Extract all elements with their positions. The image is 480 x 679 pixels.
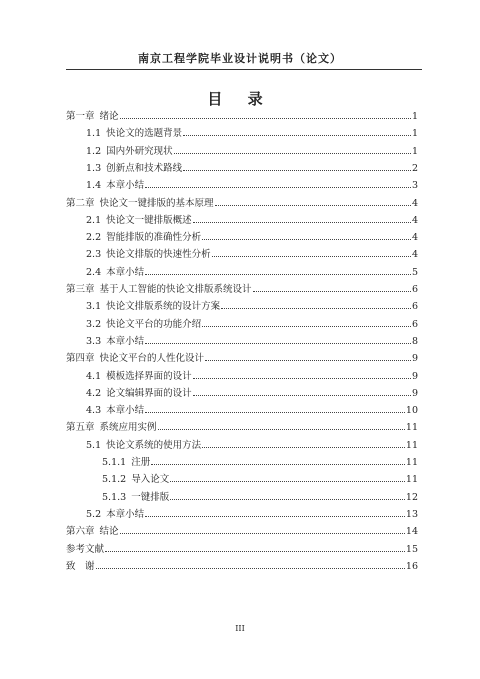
toc-entry-title: 创新点和技术路线 <box>106 162 183 174</box>
toc-dot-leader <box>120 118 411 119</box>
toc-entry-number: 5.1 <box>86 439 102 451</box>
toc-entry-number: 2.4 <box>86 266 102 278</box>
toc-entry-page: 9 <box>411 353 418 365</box>
toc-dot-leader <box>215 205 411 206</box>
toc-entry-number: 3.3 <box>86 335 102 347</box>
toc-entry-page: 16 <box>405 560 418 572</box>
toc-entry-number: 3.1 <box>86 301 102 313</box>
toc-entry-number: 4.1 <box>86 370 102 382</box>
toc-entry[interactable] <box>66 525 418 539</box>
toc-entry-number: 第三章 <box>66 284 95 295</box>
toc-entry-number: 5.1.3 <box>102 491 127 503</box>
toc-entry-number: 1.3 <box>86 162 102 174</box>
toc-entry-page: 10 <box>405 405 418 417</box>
toc-entry-title: 系统应用实例 <box>99 422 157 434</box>
toc-entry-page: 4 <box>411 249 418 261</box>
toc-entry-page: 4 <box>411 197 418 209</box>
toc-entry[interactable] <box>66 110 418 124</box>
page-header: 南京工程学院毕业设计说明书（论文） <box>138 52 342 65</box>
toc-entry-page: 4 <box>411 232 418 244</box>
toc-entry[interactable] <box>86 387 418 401</box>
toc-entry[interactable] <box>86 127 418 141</box>
toc-entry-page: 2 <box>411 162 418 174</box>
toc-entry-title: 快论文排版系统的设计方案 <box>106 301 221 313</box>
toc-entry-title: 智能排版的准确性分析 <box>106 232 202 244</box>
toc-dot-leader <box>202 239 411 240</box>
toc-entry-title: 国内外研究现状 <box>106 145 173 157</box>
toc-entry-page: 13 <box>405 508 418 520</box>
toc-entry-page: 12 <box>405 491 418 503</box>
toc-dot-leader <box>145 187 411 188</box>
toc-entry-title: 导入论文 <box>131 474 170 486</box>
toc-entry-page: 9 <box>411 387 418 399</box>
toc-title: 目 录 <box>207 90 273 108</box>
toc-dot-leader <box>105 551 405 552</box>
toc-entry[interactable] <box>66 560 418 574</box>
toc-entry-title: 快论文的选题背景 <box>106 128 183 140</box>
toc-entry-title: 结论 <box>99 526 119 538</box>
toc-entry-page: 15 <box>405 543 418 555</box>
toc-entry[interactable] <box>86 370 418 384</box>
toc-entry[interactable] <box>86 439 418 453</box>
toc-entry[interactable] <box>86 214 418 228</box>
toc-entry-number: 2.2 <box>86 232 102 244</box>
toc-entry-title: 快论文平台的人性化设计 <box>99 353 205 365</box>
toc-entry[interactable] <box>86 231 418 245</box>
toc-entry-title: 基于人工智能的快论文排版系统设计 <box>99 284 252 295</box>
toc-entry[interactable] <box>102 473 418 487</box>
toc-entry-page: 1 <box>411 145 418 157</box>
toc-dot-leader <box>158 429 405 430</box>
toc-entry-title: 快论文系统的使用方法 <box>106 439 202 451</box>
toc-entry-page: 6 <box>411 318 418 330</box>
toc-entry-title: 本章小结 <box>106 335 145 347</box>
toc-dot-leader <box>253 291 411 292</box>
toc-entry-number: 2.1 <box>86 214 102 226</box>
toc-entry-number: 2.3 <box>86 249 102 261</box>
toc-entry-number: 第二章 <box>66 197 95 209</box>
toc-entry[interactable] <box>102 456 418 470</box>
toc-entry[interactable] <box>86 335 418 349</box>
toc-dot-leader <box>193 222 411 223</box>
header-rule <box>66 69 422 70</box>
toc-entry-title: 本章小结 <box>106 508 145 520</box>
toc-entry-number: 5.1.1 <box>102 457 127 468</box>
toc-entry-title: 注册 <box>131 457 151 468</box>
toc-dot-leader <box>120 533 405 534</box>
toc-entry[interactable] <box>86 162 418 176</box>
toc-dot-leader <box>174 153 411 154</box>
toc-entry-title: 绪论 <box>99 111 119 122</box>
toc-entry-page: 5 <box>411 266 418 278</box>
toc-entry[interactable] <box>102 491 418 505</box>
toc-entry-number: 3.2 <box>86 318 102 330</box>
toc-dot-leader <box>202 326 411 327</box>
toc-dot-leader <box>205 360 411 361</box>
toc-entry-page: 11 <box>405 457 418 468</box>
toc-entry-title: 快论文平台的功能介绍 <box>106 318 202 330</box>
toc-dot-leader <box>183 170 411 171</box>
toc-dot-leader <box>96 568 405 569</box>
toc-entry-page: 11 <box>405 439 418 451</box>
toc-entry-page: 6 <box>411 301 418 313</box>
toc-entry-number: 1.1 <box>86 128 102 140</box>
toc-entry[interactable] <box>66 197 418 211</box>
toc-entry-number: 5.2 <box>86 508 102 520</box>
toc-entry-number: 5.1.2 <box>102 474 127 486</box>
toc-entry[interactable] <box>66 543 418 557</box>
toc-entry-number: 1.2 <box>86 145 102 157</box>
toc-entry-page: 1 <box>411 111 418 122</box>
toc-entry[interactable] <box>66 421 418 435</box>
toc-entry-page: 14 <box>405 526 418 538</box>
toc-entry[interactable] <box>86 318 418 332</box>
toc-dot-leader <box>145 274 411 275</box>
toc-entry-page: 1 <box>411 128 418 140</box>
toc-entry[interactable] <box>86 508 418 522</box>
toc-entry-title: 快论文一键排版的基本原理 <box>99 197 214 209</box>
toc-entry-title: 参考文献 <box>66 543 105 555</box>
toc-entry-title: 快论文一键排版概述 <box>106 214 192 226</box>
toc-entry-title: 论文编辑界面的设计 <box>106 387 192 399</box>
toc-entry-page: 11 <box>405 474 418 486</box>
toc-dot-leader <box>145 516 405 517</box>
toc-dot-leader <box>170 481 405 482</box>
toc-entry-page: 4 <box>411 214 418 226</box>
toc-dot-leader <box>202 447 405 448</box>
toc-entry-page: 11 <box>405 422 418 434</box>
toc-entry-title: 本章小结 <box>106 405 145 417</box>
toc-entry[interactable] <box>86 266 418 280</box>
toc-entry-number: 4.2 <box>86 387 102 399</box>
toc-dot-leader <box>221 308 411 309</box>
toc-entry-page: 9 <box>411 370 418 382</box>
toc-dot-leader <box>193 395 411 396</box>
toc-entry-page: 8 <box>411 335 418 347</box>
toc-entry[interactable] <box>66 352 418 366</box>
toc-dot-leader <box>170 499 405 500</box>
toc-entry-title: 本章小结 <box>106 266 145 278</box>
toc-entry[interactable] <box>86 248 418 262</box>
toc-entry-title: 模板选择界面的设计 <box>106 370 192 382</box>
toc-entry[interactable] <box>66 283 418 297</box>
toc-entry[interactable] <box>86 300 418 314</box>
toc-dot-leader <box>212 256 411 257</box>
toc-entry-title: 一键排版 <box>131 491 170 503</box>
toc-entry[interactable] <box>86 145 418 159</box>
toc-entry-number: 第一章 <box>66 111 95 122</box>
toc-dot-leader <box>193 378 411 379</box>
toc-entry[interactable] <box>86 179 418 193</box>
page-number: III <box>235 624 245 633</box>
toc-entry-page: 3 <box>411 180 418 192</box>
toc-entry-number: 第四章 <box>66 353 95 365</box>
toc-entry-page: 6 <box>411 284 418 295</box>
toc-entry-title: 本章小结 <box>106 180 145 192</box>
toc-entry-number: 第六章 <box>66 526 95 538</box>
toc-entry-number: 4.3 <box>86 405 102 417</box>
toc-entry-title: 致 谢 <box>66 560 95 572</box>
toc-dot-leader <box>145 412 405 413</box>
toc-entry-number: 第五章 <box>66 422 95 434</box>
toc-dot-leader <box>145 343 411 344</box>
toc-entry[interactable] <box>86 404 418 418</box>
toc-entry-title: 快论文排版的快速性分析 <box>106 249 211 261</box>
toc-entry-number: 1.4 <box>86 180 102 192</box>
toc-dot-leader <box>151 464 405 465</box>
toc-dot-leader <box>183 135 411 136</box>
